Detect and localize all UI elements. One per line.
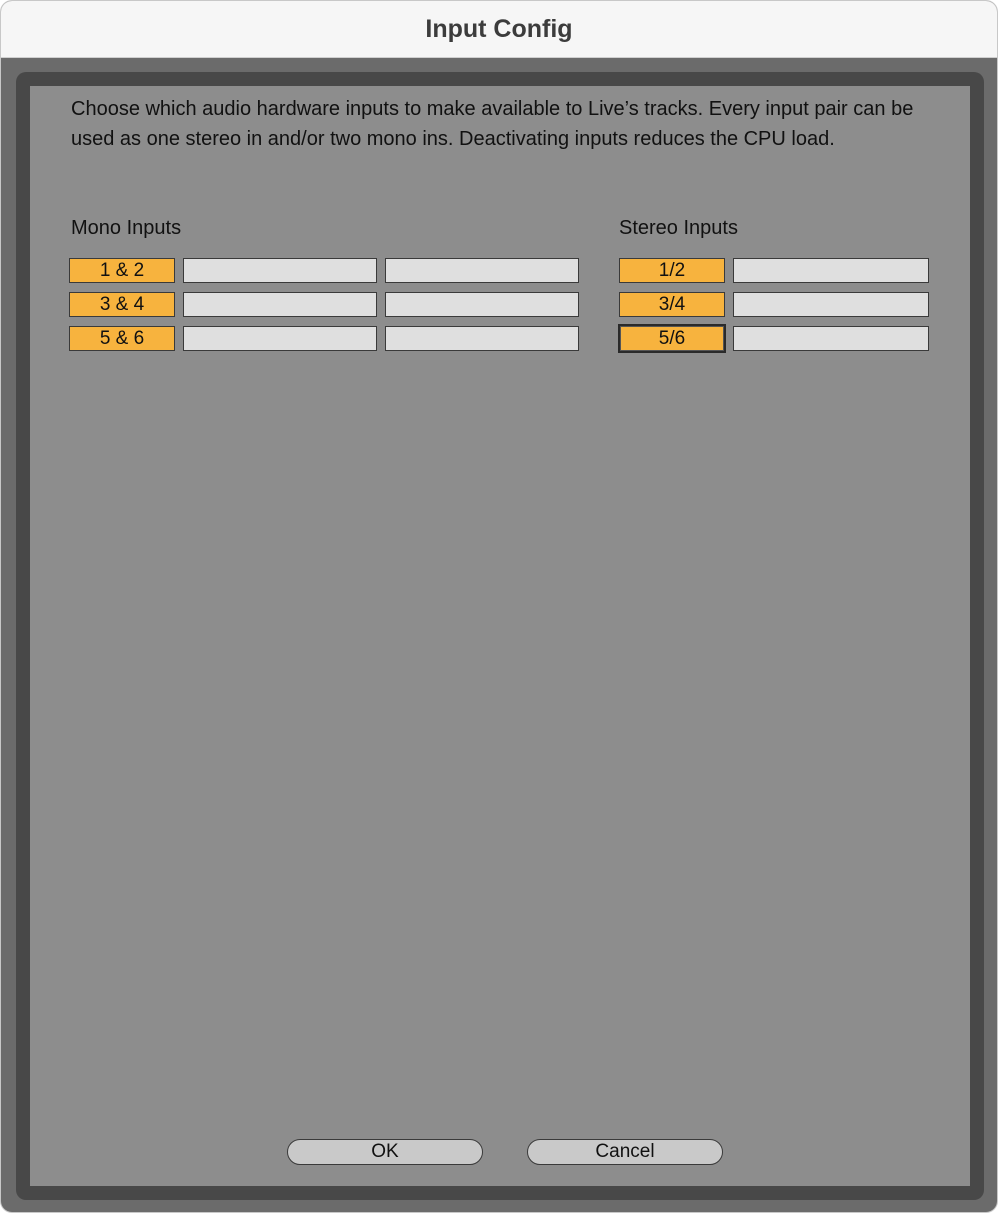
mono-input-left-1[interactable] <box>183 258 377 283</box>
mono-inputs-label: Mono Inputs <box>71 217 182 239</box>
title-bar[interactable] <box>1 1 997 58</box>
stereo-input-5-6[interactable] <box>733 326 929 351</box>
description-text: Choose which audio hardware inputs to make available to Live’s tracks. Every input pair can be used as one stereo in and/or two mono ins. Deactivating inputs reduces the CPU load. <box>71 98 914 150</box>
mono-pair-toggle-1-2[interactable]: 1 & 2 <box>69 258 175 283</box>
mono-input-left-3[interactable] <box>183 292 377 317</box>
mono-input-right-6[interactable] <box>385 326 579 351</box>
stereo-input-1-2[interactable] <box>733 258 929 283</box>
mono-pair-toggle-3-4[interactable]: 3 & 4 <box>69 292 175 317</box>
window-title: Input Config <box>425 14 573 43</box>
mono-input-right-2[interactable] <box>385 258 579 283</box>
dialog-panel <box>30 86 970 1186</box>
ok-button[interactable]: OK <box>287 1139 483 1165</box>
mono-pair-toggle-5-6[interactable]: 5 & 6 <box>69 326 175 351</box>
stereo-inputs-label: Stereo Inputs <box>619 217 738 239</box>
mono-input-left-5[interactable] <box>183 326 377 351</box>
cancel-button[interactable]: Cancel <box>527 1139 723 1165</box>
stereo-input-3-4[interactable] <box>733 292 929 317</box>
stereo-pair-toggle-3-4[interactable]: 3/4 <box>619 292 725 317</box>
stereo-pair-toggle-5-6[interactable]: 5/6 <box>618 324 726 353</box>
mono-input-right-4[interactable] <box>385 292 579 317</box>
stereo-pair-toggle-1-2[interactable]: 1/2 <box>619 258 725 283</box>
